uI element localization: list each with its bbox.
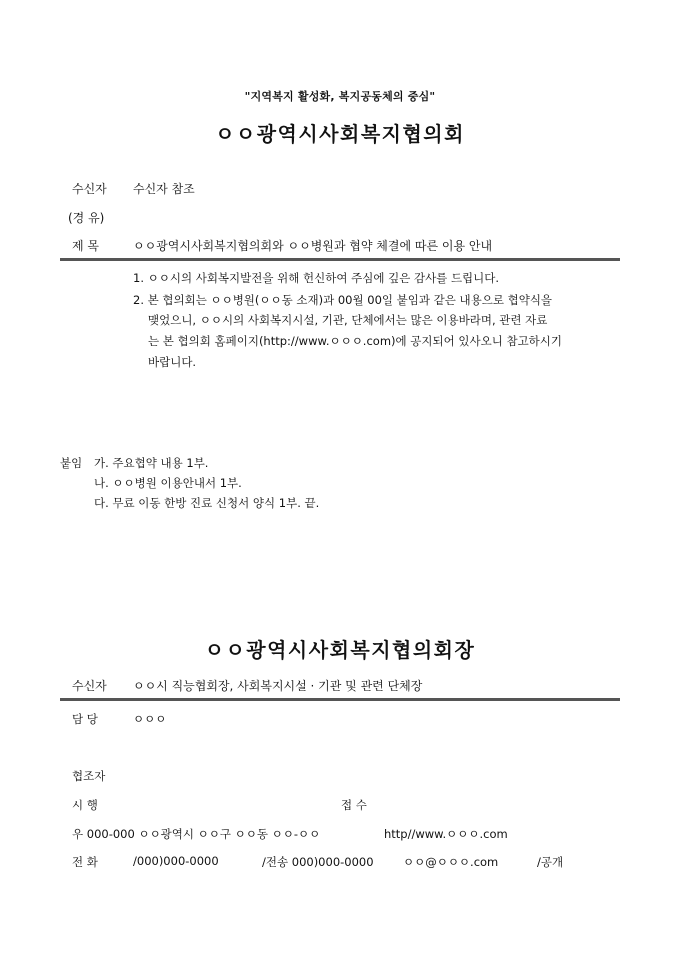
recipient-label: 수신자: [72, 182, 107, 196]
sender-title: ㅇㅇ광역시사회복지협의회장: [204, 638, 476, 662]
cooperator-label: 협조자: [72, 769, 106, 783]
distribution-divider: [60, 698, 620, 701]
phone-value: /000)000-0000: [133, 854, 219, 868]
attachment-item-3: 다. 무료 이동 한방 진료 신청서 양식 1부. 끝.: [94, 496, 320, 510]
subject-value: ㅇㅇ광역시사회복지협의회와 ㅇㅇ병원과 협약 체결에 따른 이용 안내: [133, 239, 493, 253]
officer-label: 담 당: [72, 712, 98, 726]
body-item-1: 1. ㅇㅇ시의 사회복지발전을 위해 헌신하여 주심에 깊은 감사를 드립니다.: [133, 271, 500, 285]
organization-title: ㅇㅇ광역시사회복지협의회: [215, 122, 465, 146]
email-value[interactable]: ㅇㅇ@ㅇㅇㅇ.com: [403, 855, 499, 869]
body-item-2-line-2: 맺었으니, ㅇㅇ시의 사회복지시설, 기관, 단체에서는 많은 이용바라며, 관련 자료: [148, 313, 548, 327]
execute-label: 시 행: [72, 798, 98, 812]
distribution-label: 수신자: [72, 679, 107, 693]
disclosure-status: /공개: [537, 855, 564, 869]
body-item-2-line-4: 바랍니다.: [148, 355, 197, 369]
body-item-2-line-3: 는 본 협의회 홈페이지(http://www.ㅇㅇㅇ.com)에 공지되어 있사오니 참고하시기: [148, 334, 563, 348]
header-divider: [60, 258, 620, 261]
via-label: (경 유): [68, 211, 105, 225]
subject-label: 제 목: [72, 239, 99, 253]
homepage-link[interactable]: http//www.ㅇㅇㅇ.com: [384, 827, 508, 841]
receipt-label: 접 수: [341, 798, 367, 812]
recipient-value: 수신자 참조: [133, 182, 195, 196]
body-item-2-line-1: 2. 본 협의회는 ㅇㅇ병원(ㅇㅇ동 소재)과 00월 00일 붙임과 같은 내용으로 협약식을: [133, 293, 553, 307]
phone-label: 전 화: [72, 855, 98, 869]
attachment-label: 붙임: [60, 456, 83, 470]
postal-address: 우 000-000 ㅇㅇ광역시 ㅇㅇ구 ㅇㅇ동 ㅇㅇ-ㅇㅇ: [72, 827, 321, 841]
attachment-item-1: 가. 주요협약 내용 1부.: [94, 456, 209, 470]
officer-value: ㅇㅇㅇ: [133, 712, 167, 726]
attachment-item-2: 나. ㅇㅇ병원 이용안내서 1부.: [94, 476, 242, 490]
distribution-value: ㅇㅇ시 직능협회장, 사회복지시설 · 기관 및 관련 단체장: [133, 679, 423, 693]
slogan: "지역복지 활성화, 복지공동체의 중심": [244, 90, 436, 103]
fax-value: /전송 000)000-0000: [262, 855, 374, 869]
